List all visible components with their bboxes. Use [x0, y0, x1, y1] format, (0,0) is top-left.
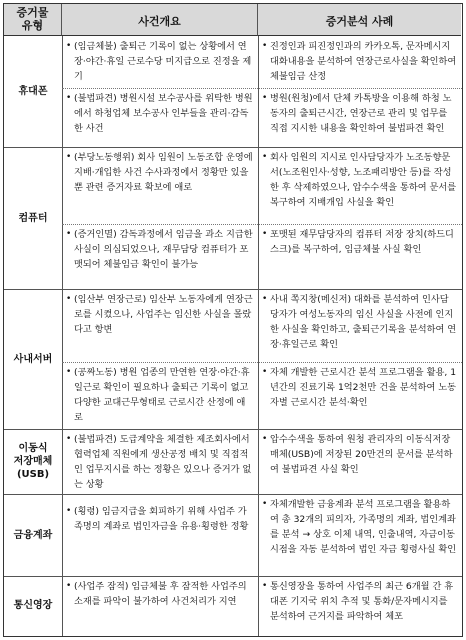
case-summary: • (사업주 잠적) 임금체불 후 잠적한 사업주의 소재를 파악이 불가하여 사건처리가 지연	[66, 581, 247, 607]
case-text: (부당노동행위) 회사 임원이 노동조합 운영에 지배·개입한 사건 수사과정에서 정황만 있을 뿐 관련 증거자료 확보에 애로	[74, 152, 253, 193]
analysis-example: • 병원(원청)에서 단체 카톡방을 이용해 하청 노동자의 출퇴근시간, 연장근로 관리 및 업무를 직접 지시한 내용을 확인하여 불법파견 확인	[262, 93, 452, 134]
case-text: (횡령) 임금지급을 회피하기 위해 사업주 가족명의 계좌로 법인자금을 유용·횡령한 정황	[74, 506, 249, 532]
case-summary: • (공짜노동) 병원 업종의 만연한 연장·야간·휴일근로 확인이 필요하나 출퇴근 기록이 없고 다양한 교대근무형태로 근로시간 산정에 애로	[66, 367, 250, 423]
evidence-type-computer: 컴퓨터	[18, 212, 48, 224]
analysis-example: • 자체개발한 금융계좌 분석 프로그램을 활용하여 총 32개의 피의자, 가족명의 계좌, 법인계좌를 분석 → 상호 이체 내역, 인출내역, 자금이동 시점을 자동 분석하여 법인 자금 횡령사실 확인	[262, 499, 457, 555]
header-type-label: 증거물 유형	[16, 6, 49, 32]
case-text: (불법파견) 병원시설 보수공사를 위탁한 병원에서 하청업체 보수공사 인부들을 관리·감독한 사건	[74, 93, 253, 134]
analysis-example: • 진정인과 피진정인과의 카카오톡, 문자메시지 대화내용을 분석하여 연장근로사실을 확인하여 체불임금 산정	[262, 41, 457, 82]
evidence-type-usb: 이동식 저장매체 (USB)	[13, 443, 53, 480]
case-text: (임산부 연장근로) 임산부 노동자에게 연장근로를 시켰으나, 사업주는 임신한 사실을 몰랐다고 항변	[74, 294, 253, 335]
analysis-text: 자체 개발한 근로시간 분석 프로그램을 활용, 1년간의 진료기록 1억2천만 건을 분석하여 노동자별 근로시간 분석·확인	[270, 367, 457, 408]
header-case-cell	[62, 4, 258, 36]
case-summary: • (증거인멸) 감독과정에서 임금을 과소 지급한 사실이 의심되었으나, 재무담당 컴퓨터가 포맷되어 체불임금 확인이 불가능	[66, 229, 253, 270]
analysis-example: • 사내 쪽지창(메신저) 대화를 분석하여 인사담당자가 여성노동자의 임신 사실을 사전에 인지한 사실을 확인하고, 출퇴근기록을 분석하여 연장·휴일근로 확인	[262, 294, 457, 350]
header-analysis-cell	[258, 4, 461, 36]
case-summary: • (불법파견) 도급계약을 체결한 제조회사에서 협력업체 직원에게 생산공정 배치 및 직접적인 업무지시를 하는 정황은 있으나 증거가 없는 상황	[66, 434, 252, 490]
case-summary: • (임금체불) 출퇴근 기록이 없는 상황에서 연장·야간·휴일 근로수당 미지급으로 진정을 제기	[66, 41, 252, 82]
analysis-example: • 압수수색을 통하여 원청 관리자의 이동식저장매체(USB)에 저장된 20만건의 문서를 분석하여 불법파견 사실 확인	[262, 434, 453, 475]
case-text: (불법파견) 도급계약을 체결한 제조회사에서 협력업체 직원에게 생산공정 배치 및 직접적인 업무지시를 하는 정황은 있으나 증거가 없는 상황	[74, 434, 252, 490]
analysis-text: 통신영장을 통하여 사업주의 최근 6개월 간 휴대폰 기지국 위치 추적 및 통화/문자메시지를 분석하여 근거지를 파악하여 체포	[270, 581, 454, 622]
case-summary: • (부당노동행위) 회사 임원이 노동조합 운영에 지배·개입한 사건 수사과정에서 정황만 있을 뿐 관련 증거자료 확보에 애로	[66, 152, 253, 193]
analysis-text: 사내 쪽지창(메신저) 대화를 분석하여 인사담당자가 여성노동자의 임신 사실을 사전에 인지한 사실을 확인하고, 출퇴근기록을 분석하여 연장·휴일근로 확인	[270, 294, 457, 350]
evidence-type-bank-account: 금융계좌	[13, 529, 53, 541]
evidence-table	[3, 3, 463, 637]
evidence-type-telecom-warrant: 통신영장	[13, 600, 53, 611]
case-text: (임금체불) 출퇴근 기록이 없는 상황에서 연장·야간·휴일 근로수당 미지급으로 진정을 제기	[74, 41, 252, 82]
evidence-type-server: 사내서버	[13, 353, 53, 365]
header-case-label: 사건개요	[138, 15, 181, 28]
analysis-text: 병원(원청)에서 단체 카톡방을 이용해 하청 노동자의 출퇴근시간, 연장근로 관리 및 업무를 직접 지시한 내용을 확인하여 불법파견 확인	[270, 93, 452, 134]
analysis-text: 진정인과 피진정인과의 카카오톡, 문자메시지 대화내용을 분석하여 연장근로사실을 확인하여 체불임금 산정	[270, 41, 457, 82]
evidence-type-phone: 휴대폰	[18, 86, 48, 97]
case-text: (사업주 잠적) 임금체불 후 잠적한 사업주의 소재를 파악이 불가하여 사건처리가 지연	[74, 581, 247, 607]
analysis-text: 압수수색을 통하여 원청 관리자의 이동식저장매체(USB)에 저장된 20만건의 문서를 분석하여 불법파견 사실 확인	[270, 434, 453, 475]
analysis-text: 회사 임원의 지시로 인사담당자가 노조동향문서(노조원인사·성향, 노조패리방안 등)를 작성한 후 삭제하였으나, 압수수색을 통하여 문서를 복구하여 지배개입 사실을 확인	[270, 152, 457, 208]
case-summary: • (임산부 연장근로) 임산부 노동자에게 연장근로를 시켰으나, 사업주는 임신한 사실을 몰랐다고 항변	[66, 294, 253, 335]
analysis-example: • 통신영장을 통하여 사업주의 최근 6개월 간 휴대폰 기지국 위치 추적 및 통화/문자메시지를 분석하여 근거지를 파악하여 체포	[262, 581, 454, 622]
analysis-example: • 포맷된 재무담당자의 컴퓨터 저장 장치(하드디스크)를 복구하여, 임금체불 사실 확인	[262, 229, 454, 255]
analysis-example: • 회사 임원의 지시로 인사담당자가 노조동향문서(노조원인사·성향, 노조패리방안 등)를 작성한 후 삭제하였으나, 압수수색을 통하여 문서를 복구하여 지배개입 사실을 확인	[262, 152, 457, 208]
header-type-cell	[4, 4, 62, 36]
case-summary: • (불법파견) 병원시설 보수공사를 위탁한 병원에서 하청업체 보수공사 인부들을 관리·감독한 사건	[66, 93, 253, 134]
header-analysis-label: 증거분석 사례	[325, 15, 394, 28]
analysis-text: 자체개발한 금융계좌 분석 프로그램을 활용하여 총 32개의 피의자, 가족명의 계좌, 법인계좌를 분석 → 상호 이체 내역, 인출내역, 자금이동 시점을 자동 분석하여 법인 자금 횡령사실 확인	[270, 499, 457, 555]
case-text: (공짜노동) 병원 업종의 만연한 연장·야간·휴일근로 확인이 필요하나 출퇴근 기록이 없고 다양한 교대근무형태로 근로시간 산정에 애로	[74, 367, 250, 423]
analysis-example: • 자체 개발한 근로시간 분석 프로그램을 활용, 1년간의 진료기록 1억2천만 건을 분석하여 노동자별 근로시간 분석·확인	[262, 367, 457, 408]
analysis-text: 포맷된 재무담당자의 컴퓨터 저장 장치(하드디스크)를 복구하여, 임금체불 사실 확인	[270, 229, 454, 255]
case-summary: • (횡령) 임금지급을 회피하기 위해 사업주 가족명의 계좌로 법인자금을 유용·횡령한 정황	[66, 506, 249, 532]
case-text: (증거인멸) 감독과정에서 임금을 과소 지급한 사실이 의심되었으나, 재무담당 컴퓨터가 포맷되어 체불임금 확인이 불가능	[74, 229, 253, 270]
